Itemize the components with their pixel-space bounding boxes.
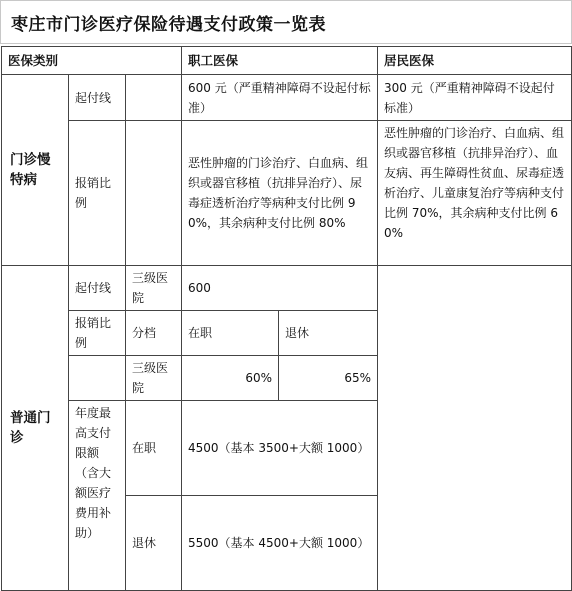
chronic-ratio-resident: 恶性肿瘤的门诊治疗、白血病、组织或器官移植（抗排异治疗）、血友病、再生障碍性贫血、尿毒症透析治疗、儿童康复治疗等病种支付比例 70%，其余病种支付比例 60% bbox=[378, 121, 572, 266]
chronic-group-label: 门诊慢特病 bbox=[2, 75, 69, 266]
chronic-ratio-label: 报销比例 bbox=[69, 121, 126, 266]
general-deductible-label: 起付线 bbox=[69, 266, 126, 311]
general-limit-employed-label: 在职 bbox=[126, 401, 182, 496]
header-employee: 职工医保 bbox=[182, 47, 378, 75]
general-ratio-label: 报销比例 bbox=[69, 311, 126, 356]
header-resident: 居民医保 bbox=[378, 47, 572, 75]
general-ratio-retired: 65% bbox=[279, 356, 378, 401]
general-deductible-level: 三级医院 bbox=[126, 266, 182, 311]
general-ratio-level: 三级医院 bbox=[126, 356, 182, 401]
table-header-row bbox=[2, 47, 572, 75]
title-bar bbox=[0, 0, 572, 44]
header-category: 医保类别 bbox=[2, 47, 182, 75]
general-resident-empty bbox=[378, 266, 572, 591]
table-row bbox=[2, 266, 572, 311]
chronic-deductible-resident: 300 元（严重精神障碍不设起付标准） bbox=[378, 75, 572, 121]
empty-cell bbox=[69, 356, 126, 401]
chronic-deductible-employee: 600 元（严重精神障碍不设起付标准） bbox=[182, 75, 378, 121]
page-title: 枣庄市门诊医疗保险待遇支付政策一览表 bbox=[11, 15, 326, 35]
policy-table bbox=[1, 46, 572, 591]
general-limit-retired-value: 5500（基本 4500+大额 1000） bbox=[182, 496, 378, 591]
general-group-label: 普通门诊 bbox=[2, 266, 69, 591]
general-ratio-employed: 60% bbox=[182, 356, 279, 401]
general-employed-label: 在职 bbox=[182, 311, 279, 356]
table-row bbox=[2, 75, 572, 121]
general-tier-label: 分档 bbox=[126, 311, 182, 356]
general-limit-retired-label: 退休 bbox=[126, 496, 182, 591]
table-row bbox=[2, 121, 572, 266]
chronic-deductible-label: 起付线 bbox=[69, 75, 126, 121]
chronic-ratio-employee: 恶性肿瘤的门诊治疗、白血病、组织或器官移植（抗排异治疗）、尿毒症透析治疗等病种支付比例 90%，其余病种支付比例 80% bbox=[182, 121, 378, 266]
empty-cell bbox=[126, 121, 182, 266]
general-limit-employed-value: 4500（基本 3500+大额 1000） bbox=[182, 401, 378, 496]
empty-cell bbox=[126, 75, 182, 121]
general-limit-label: 年度最高支付限额（含大额医疗费用补助） bbox=[69, 401, 126, 591]
general-deductible-value: 600 bbox=[182, 266, 378, 311]
general-retired-label: 退休 bbox=[279, 311, 378, 356]
